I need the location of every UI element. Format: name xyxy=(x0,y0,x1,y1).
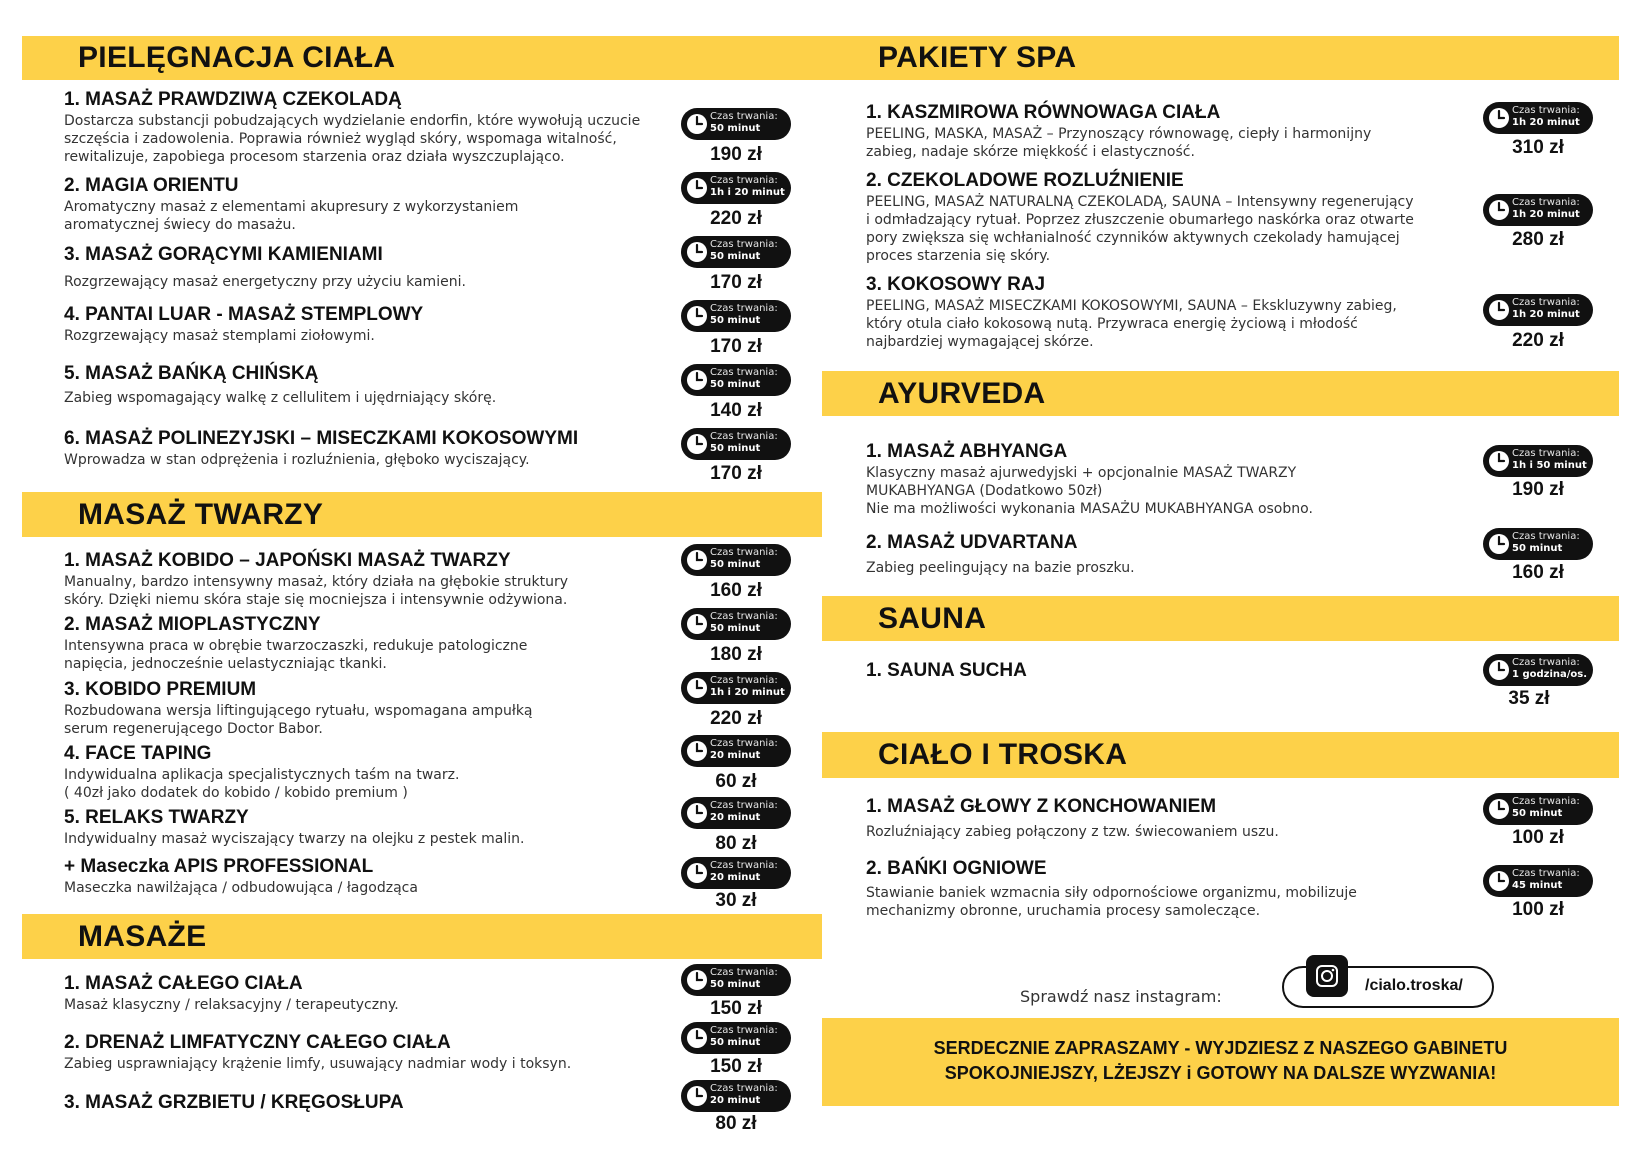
clock-icon xyxy=(1488,199,1510,221)
duration-label: Czas trwania: xyxy=(710,367,778,378)
footer-line-1: SERDECZNIE ZAPRASZAMY - WYJDZIESZ Z NASZEGO GABINETU xyxy=(933,1038,1508,1058)
duration-value: 1h 20 minut xyxy=(1512,117,1580,128)
duration-value: 45 minut xyxy=(1512,880,1563,891)
service-item xyxy=(64,363,496,407)
duration-label: Czas trwania: xyxy=(710,175,778,186)
duration-label: Czas trwania: xyxy=(1512,657,1580,668)
duration-badge xyxy=(681,608,791,640)
service-item xyxy=(64,679,533,738)
duration-label: Czas trwania: xyxy=(710,967,778,978)
duration-badge xyxy=(1483,654,1593,686)
service-item xyxy=(64,89,640,166)
clock-icon xyxy=(686,241,708,263)
duration-badge xyxy=(681,857,791,889)
price: 190 zł xyxy=(710,144,762,165)
service-title: 2. MASAŻ UDVARTANA xyxy=(866,532,1078,553)
service-desc: Zabieg peelingujący na bazie proszku. xyxy=(866,560,1135,576)
clock-icon xyxy=(686,113,708,135)
price: 150 zł xyxy=(710,998,762,1019)
duration-badge xyxy=(681,236,791,268)
duration-value: 1h i 20 minut xyxy=(710,687,785,698)
duration-badge xyxy=(681,964,791,996)
duration-label: Czas trwania: xyxy=(710,303,778,314)
duration-label: Czas trwania: xyxy=(1512,297,1580,308)
service-desc: Intensywna praca w obrębie twarzoczaszki, redukuje patologiczne napięcia, jednocześnie uelastyczniając tkanki. xyxy=(64,638,528,672)
duration-label: Czas trwania: xyxy=(710,111,778,122)
duration-value: 50 minut xyxy=(710,123,761,134)
service-desc: Rozgrzewający masaż stemplami ziołowymi. xyxy=(64,328,375,344)
service-title: 1. SAUNA SUCHA xyxy=(866,660,1027,681)
price: 280 zł xyxy=(1512,229,1564,250)
clock-icon xyxy=(686,433,708,455)
service-title: 2. DRENAŻ LIMFATYCZNY CAŁEGO CIAŁA xyxy=(64,1032,451,1053)
service-title: 1. MASAŻ GŁOWY Z KONCHOWANIEM xyxy=(866,796,1217,817)
service-item xyxy=(64,743,459,802)
service-title: 2. MASAŻ MIOPLASTYCZNY xyxy=(64,614,321,635)
clock-icon xyxy=(1488,659,1510,681)
service-desc: Aromatyczny masaż z elementami akupresury z wykorzystaniem aromatycznej świecy do masażu. xyxy=(64,199,519,233)
duration-label: Czas trwania: xyxy=(1512,197,1580,208)
clock-icon xyxy=(686,613,708,635)
duration-label: Czas trwania: xyxy=(710,800,778,811)
service-title: 6. MASAŻ POLINEZYJSKI – MISECZKAMI KOKOSOWYMI xyxy=(64,428,579,449)
duration-label: Czas trwania: xyxy=(710,611,778,622)
service-title: 3. KOKOSOWY RAJ xyxy=(866,274,1046,295)
service-desc: Rozgrzewający masaż energetyczny przy użyciu kamieni. xyxy=(64,274,466,290)
camera-icon xyxy=(1306,955,1348,997)
price: 310 zł xyxy=(1512,137,1564,158)
service-title: 1. MASAŻ CAŁEGO CIAŁA xyxy=(64,973,303,994)
duration-label: Czas trwania: xyxy=(710,1025,778,1036)
clock-icon xyxy=(1488,450,1510,472)
service-desc: Manualny, bardzo intensywny masaż, który działa na głębokie struktury skóry. Dzięki niemu skóra staje się mocniejsza i intensywnie odżywiona. xyxy=(64,574,569,608)
section-title: SAUNA xyxy=(878,601,987,635)
service-item xyxy=(866,532,1135,577)
price: 100 zł xyxy=(1512,899,1564,920)
service-item xyxy=(64,807,524,848)
service-item xyxy=(866,102,1371,161)
section-title: MASAŻE xyxy=(78,919,207,953)
section-band-ayurveda xyxy=(822,371,1619,416)
service-desc: Dostarcza substancji pobudzających wydzielanie endorfin, które wywołują uczucie szczęścia i zadowolenia. Poprawia również wygląd skóry, wspomaga witalność, rewitalizuje, zapobiega procesom starzenia oraz działa wyszczuplająco. xyxy=(64,113,641,165)
duration-label: Czas trwania: xyxy=(1512,796,1580,807)
duration-label: Czas trwania: xyxy=(1512,868,1580,879)
duration-value: 50 minut xyxy=(710,559,761,570)
service-title: 3. MASAŻ GORĄCYMI KAMIENIAMI xyxy=(64,244,383,265)
duration-label: Czas trwania: xyxy=(710,239,778,250)
service-item xyxy=(64,550,568,609)
duration-badge xyxy=(681,544,791,576)
footer-message xyxy=(822,1036,1619,1086)
duration-value: 1 godzina/os. xyxy=(1512,669,1588,680)
price: 170 zł xyxy=(710,336,762,357)
duration-badge xyxy=(681,1022,791,1054)
duration-badge xyxy=(681,300,791,332)
clock-icon xyxy=(1488,798,1510,820)
clock-icon xyxy=(1488,107,1510,129)
service-title: 5. MASAŻ BAŃKĄ CHIŃSKĄ xyxy=(64,363,319,384)
duration-value: 50 minut xyxy=(710,979,761,990)
service-desc: Masaż klasyczny / relaksacyjny / terapeutyczny. xyxy=(64,997,399,1013)
duration-badge xyxy=(1483,793,1593,825)
duration-badge xyxy=(1483,528,1593,560)
service-item xyxy=(866,858,1357,920)
price: 30 zł xyxy=(715,890,757,911)
price: 80 zł xyxy=(715,1113,757,1134)
service-item xyxy=(866,660,1027,682)
service-desc: Klasyczny masaż ajurwedyjski + opcjonalnie MASAŻ TWARZY MUKABHYANGA (Dodatkowo 50zł) Nie ma możliwości wykonania MASAŻU MUKABHYANGA osobno. xyxy=(866,465,1313,517)
price: 100 zł xyxy=(1512,827,1564,848)
service-desc: Zabieg wspomagający walkę z cellulitem i ujędrniający skórę. xyxy=(64,390,497,406)
service-item xyxy=(64,304,423,345)
price: 220 zł xyxy=(710,708,762,729)
duration-badge xyxy=(681,364,791,396)
duration-value: 1h i 50 minut xyxy=(1512,460,1587,471)
service-title: 1. KASZMIROWA RÓWNOWAGA CIAŁA xyxy=(866,102,1221,123)
duration-badge xyxy=(681,797,791,829)
service-title: 5. RELAKS TWARZY xyxy=(64,807,249,828)
instagram-icon[interactable] xyxy=(1306,955,1348,997)
duration-value: 20 minut xyxy=(710,750,761,761)
service-desc: Rozbudowana wersja liftingującego rytuału, wspomagana ampułką serum regenerującego Doctor Babor. xyxy=(64,703,533,737)
clock-icon xyxy=(686,369,708,391)
section-title: MASAŻ TWARZY xyxy=(78,497,324,531)
service-desc: Stawianie baniek wzmacnia siły odpornościowe organizmu, mobilizuje mechanizmy obronne, uruchamia procesy samoleczące. xyxy=(866,885,1357,919)
duration-badge xyxy=(681,1080,791,1112)
service-desc: PEELING, MASAŻ MISECZKAMI KOKOSOWYMI, SAUNA – Ekskluzywny zabieg, który otula ciało kokosową nutą. Przywraca energię życiową i młodość najbardziej wymagającej skórze. xyxy=(866,298,1397,350)
service-title: 2. MAGIA ORIENTU xyxy=(64,175,239,196)
duration-label: Czas trwania: xyxy=(710,738,778,749)
service-item xyxy=(64,244,466,291)
price: 180 zł xyxy=(710,644,762,665)
clock-icon xyxy=(686,177,708,199)
duration-badge xyxy=(681,428,791,460)
duration-badge xyxy=(1483,102,1593,134)
duration-value: 50 minut xyxy=(710,315,761,326)
section-band-pielegnacja xyxy=(22,36,822,80)
duration-value: 1h 20 minut xyxy=(1512,309,1580,320)
duration-badge xyxy=(681,672,791,704)
price: 190 zł xyxy=(1512,479,1564,500)
service-desc: Rozluźniający zabieg połączony z tzw. świecowaniem uszu. xyxy=(866,824,1279,840)
duration-label: Czas trwania: xyxy=(710,547,778,558)
service-title: 3. KOBIDO PREMIUM xyxy=(64,679,257,700)
service-title: 2. BAŃKI OGNIOWE xyxy=(866,858,1047,879)
price: 150 zł xyxy=(710,1056,762,1077)
section-title: PIELĘGNACJA CIAŁA xyxy=(78,41,396,74)
clock-icon xyxy=(686,549,708,571)
clock-icon xyxy=(686,740,708,762)
duration-value: 50 minut xyxy=(1512,808,1563,819)
service-title: + Maseczka APIS PROFESSIONAL xyxy=(64,856,374,877)
service-desc: Indywidualna aplikacja specjalistycznych taśm na twarz. ( 40zł jako dodatek do kobido / kobido premium ) xyxy=(64,767,460,801)
clock-icon xyxy=(686,1085,708,1107)
service-item xyxy=(866,274,1397,351)
duration-label: Czas trwania: xyxy=(1512,448,1580,459)
service-item xyxy=(64,1092,404,1114)
service-title: 1. MASAŻ KOBIDO – JAPOŃSKI MASAŻ TWARZY xyxy=(64,550,511,571)
instagram-handle[interactable]: /cialo.troska/ xyxy=(1365,977,1463,994)
service-title: 1. MASAŻ PRAWDZIWĄ CZEKOLADĄ xyxy=(64,89,402,110)
service-title: 2. CZEKOLADOWE ROZLUŹNIENIE xyxy=(866,170,1184,191)
footer-band xyxy=(822,1018,1619,1106)
duration-value: 20 minut xyxy=(710,812,761,823)
price: 60 zł xyxy=(715,771,757,792)
service-desc: PEELING, MASAŻ NATURALNĄ CZEKOLADĄ, SAUNA – Intensywny regenerujący i odmładzający rytuał. Poprzez złuszczenie obumarłego naskórka oraz otwarte pory zwiększa się wchłanialność czynników aktywnych czekolady hamującej proces starzenia się skóry. xyxy=(866,194,1414,264)
section-band-spa xyxy=(822,36,1619,80)
service-title: 1. MASAŻ ABHYANGA xyxy=(866,441,1068,462)
footer-line-2: SPOKOJNIEJSZY, LŻEJSZY i GOTOWY NA DALSZE WYZWANIA! xyxy=(944,1063,1497,1083)
service-desc: Indywidualny masaż wyciszający twarzy na olejku z pestek malin. xyxy=(64,831,525,847)
duration-value: 20 minut xyxy=(710,872,761,883)
section-band-twarzy xyxy=(22,492,822,537)
price: 80 zł xyxy=(715,833,757,854)
service-title: 4. PANTAI LUAR - MASAŻ STEMPLOWY xyxy=(64,304,424,325)
duration-value: 50 minut xyxy=(1512,543,1563,554)
service-title: 3. MASAŻ GRZBIETU / KRĘGOSŁUPA xyxy=(64,1092,404,1113)
service-item xyxy=(64,973,399,1014)
instagram-label: Sprawdź nasz instagram: xyxy=(1020,987,1222,1006)
clock-icon xyxy=(686,1027,708,1049)
duration-label: Czas trwania: xyxy=(710,860,778,871)
duration-value: 20 minut xyxy=(710,1095,761,1106)
service-item xyxy=(866,441,1313,518)
clock-icon xyxy=(686,969,708,991)
duration-label: Czas trwania: xyxy=(710,675,778,686)
duration-badge xyxy=(1483,445,1593,477)
price: 170 zł xyxy=(710,272,762,293)
duration-value: 50 minut xyxy=(710,1037,761,1048)
clock-icon xyxy=(686,862,708,884)
service-item xyxy=(64,1032,571,1073)
price: 140 zł xyxy=(710,400,762,421)
service-desc: PEELING, MASKA, MASAŻ – Przynoszący równowagę, ciepły i harmonijny zabieg, nadaje skórze miękkość i elastyczność. xyxy=(866,126,1372,160)
section-title: AYURVEDA xyxy=(878,376,1046,410)
clock-icon xyxy=(686,677,708,699)
duration-value: 50 minut xyxy=(710,251,761,262)
duration-badge xyxy=(681,735,791,767)
duration-label: Czas trwania: xyxy=(710,1083,778,1094)
duration-badge xyxy=(681,172,791,204)
service-item xyxy=(64,428,578,469)
service-item xyxy=(866,796,1279,841)
service-desc: Maseczka nawilżająca / odbudowująca / łagodząca xyxy=(64,880,418,896)
section-title: PAKIETY SPA xyxy=(878,41,1077,74)
duration-label: Czas trwania: xyxy=(710,431,778,442)
service-item xyxy=(64,175,518,234)
duration-value: 1h i 20 minut xyxy=(710,187,785,198)
duration-value: 50 minut xyxy=(710,623,761,634)
clock-icon xyxy=(1488,533,1510,555)
service-desc: Wprowadza w stan odprężenia i rozluźnienia, głęboko wyciszający. xyxy=(64,452,530,468)
price: 170 zł xyxy=(710,463,762,484)
price: 160 zł xyxy=(1512,562,1564,583)
section-band-sauna xyxy=(822,596,1619,641)
clock-icon xyxy=(686,802,708,824)
duration-badge xyxy=(1483,294,1593,326)
duration-badge xyxy=(681,108,791,140)
duration-badge xyxy=(1483,194,1593,226)
price: 35 zł xyxy=(1508,688,1550,709)
section-band-troska xyxy=(822,732,1619,778)
clock-icon xyxy=(1488,299,1510,321)
service-item xyxy=(64,614,527,673)
duration-value: 50 minut xyxy=(710,379,761,390)
duration-label: Czas trwania: xyxy=(1512,105,1580,116)
clock-icon xyxy=(1488,870,1510,892)
section-band-masaze xyxy=(22,914,822,959)
service-item xyxy=(866,170,1414,265)
service-item xyxy=(64,856,418,897)
section-title: CIAŁO I TROSKA xyxy=(878,738,1128,771)
duration-value: 50 minut xyxy=(710,443,761,454)
price: 220 zł xyxy=(1512,330,1564,351)
price: 160 zł xyxy=(710,580,762,601)
clock-icon xyxy=(686,305,708,327)
service-title: 4. FACE TAPING xyxy=(64,743,212,764)
duration-label: Czas trwania: xyxy=(1512,531,1580,542)
duration-value: 1h 20 minut xyxy=(1512,209,1580,220)
price: 220 zł xyxy=(710,208,762,229)
duration-badge xyxy=(1483,865,1593,897)
service-desc: Zabieg usprawniający krążenie limfy, usuwający nadmiar wody i toksyn. xyxy=(64,1056,572,1072)
